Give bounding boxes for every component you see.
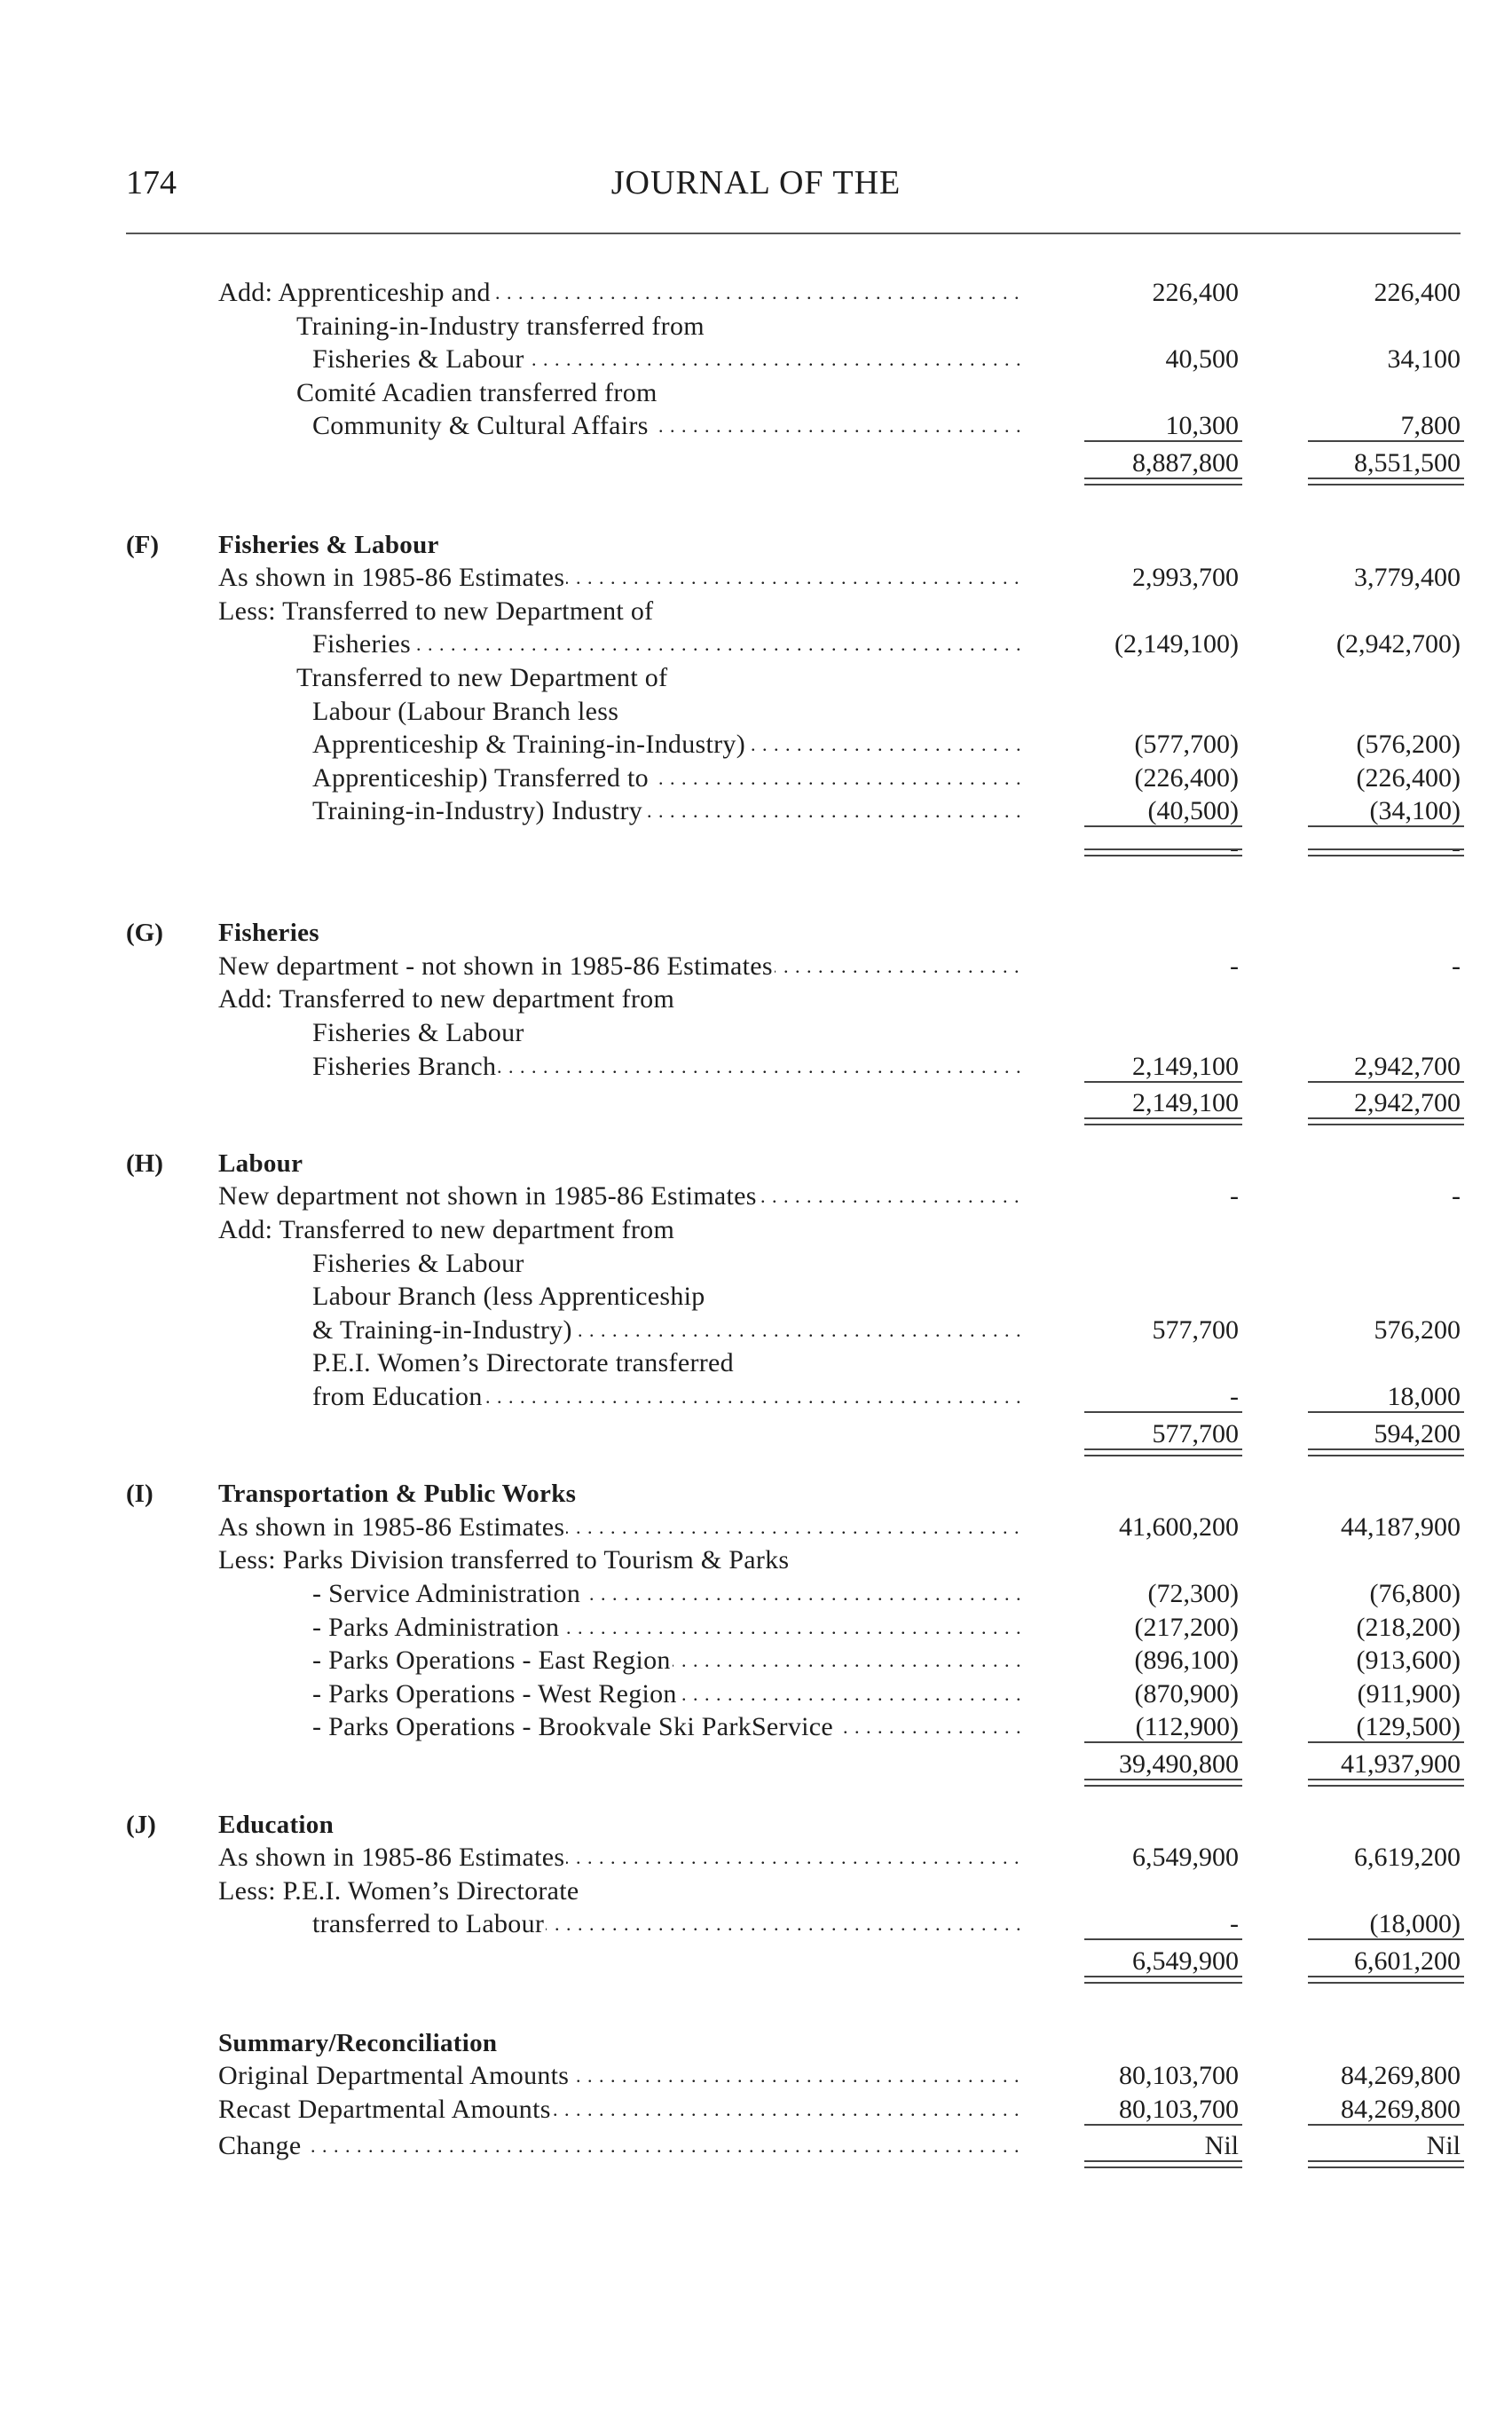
line-label: Transferred to new Department of [296,663,668,692]
amount-col-2: 226,400 [1374,278,1461,307]
line-text [312,793,1020,829]
line-label: Recast Departmental Amounts [218,2094,551,2124]
line-label: Fisheries & Labour [312,1018,524,1047]
line-text [312,1313,1020,1348]
underline-double [1084,477,1242,479]
line-label: - Parks Operations - Brookvale Ski ParkService [312,1712,834,1742]
line-label: Apprenticeship & Training-in-Industry) [312,730,746,760]
amount-col-2: (911,900) [1357,1678,1461,1709]
line-label: Fisheries & Labour [312,344,524,375]
amount-col-1: 41,600,200 [1119,1511,1239,1542]
line-label: Add: Transferred to new department from [218,1215,675,1244]
amount-col-1: - [1230,1382,1239,1411]
underline-double [1084,2160,1242,2162]
line-label: As shown in 1985-86 Estimates [218,1843,565,1873]
line-label: Fisheries Branch [312,1051,497,1081]
amount-col-2: 6,619,200 [1354,1843,1461,1873]
underline-double [1084,855,1242,856]
underline-single [1084,825,1242,827]
amount-col-1: 8,887,800 [1132,448,1239,477]
line-label: Community & Cultural Affairs [312,411,649,441]
underline-single [1308,1081,1464,1083]
line-text [312,1906,1020,1942]
line-label: transferred to Labour [312,1909,545,1939]
line-label: New department - not shown in 1985-86 Estimates [218,951,773,981]
amount-col-1: 40,500 [1165,344,1239,375]
amount-col-1: (577,700) [1134,730,1239,760]
line-label: Fisheries & Labour [218,530,439,559]
amount-col-2: - [1452,951,1461,981]
amount-col-2: (34,100) [1369,796,1461,826]
amount-col-2: 41,937,900 [1341,1749,1461,1779]
amount-col-1: (112,900) [1135,1712,1239,1742]
underline-double [1308,2160,1464,2162]
amount-col-2: 84,269,800 [1341,2094,1461,2124]
amount-col-1: 2,149,100 [1132,1051,1239,1081]
amount-col-2: - [1452,833,1461,863]
underline-single [1308,1741,1464,1743]
underline-single [1308,440,1464,442]
line-label: - Service Administration [312,1579,581,1608]
underline-double [1084,1785,1242,1787]
line-label: As shown in 1985-86 Estimates [218,563,565,593]
amount-col-2: Nil [1426,2131,1461,2161]
amount-col-1: - [1230,951,1239,981]
underline-single [1308,2124,1464,2126]
amount-col-1: (72,300) [1147,1579,1239,1608]
amount-col-1: (40,500) [1147,796,1239,826]
line-label: - Parks Administration [312,1612,560,1642]
line-text [218,1840,1020,1875]
line-text [312,694,1020,730]
amount-col-2: (218,200) [1356,1612,1461,1642]
line-text [312,1677,1020,1712]
line-label: Training-in-Industry) Industry [312,796,643,826]
amount-col-1: 577,700 [1152,1418,1239,1448]
section-label: (I) [126,1480,154,1509]
page-number: 174 [126,164,177,201]
underline-double [1084,484,1242,485]
line-text [296,309,1020,344]
underline-double [1308,855,1464,856]
line-text [296,375,1020,411]
line-label: & Training-in-Industry) [312,1314,572,1345]
amount-col-1: 6,549,900 [1132,1946,1239,1976]
heading-text [218,1476,1020,1511]
section-label: (G) [126,919,163,948]
line-label: As shown in 1985-86 Estimates [218,1511,565,1542]
underline-double [1308,1982,1464,1984]
underline-double [1308,1448,1464,1450]
line-label: Add: Apprenticeship and [218,278,491,307]
line-text [218,1212,1020,1248]
line-label: Fisheries & Labour [312,1248,524,1278]
underline-double [1308,1124,1464,1125]
amount-col-1: (870,900) [1134,1678,1239,1709]
line-label: Less: Transferred to new Department of [218,596,654,626]
amount-col-2: 34,100 [1387,344,1461,375]
amount-col-2: (2,942,700) [1336,629,1461,659]
line-text [312,727,1020,762]
amount-col-2: 2,942,700 [1354,1088,1461,1118]
line-text [312,1015,1020,1051]
underline-double [1308,1976,1464,1977]
amount-col-2: 3,779,400 [1354,563,1461,593]
amount-col-2: 44,187,900 [1341,1511,1461,1542]
underline-double [1084,848,1242,850]
underline-single [1084,2124,1242,2126]
underline-double [1084,1976,1242,1977]
line-label: - Parks Operations - East Region [312,1646,671,1676]
underline-double [1308,1455,1464,1456]
line-text [312,1709,1020,1745]
underline-double [1084,1124,1242,1125]
amount-col-2: (129,500) [1356,1712,1461,1742]
line-label: P.E.I. Women’s Directorate transferred [312,1348,734,1378]
amount-col-1: 226,400 [1152,278,1239,307]
amount-col-1: (896,100) [1134,1646,1239,1676]
amount-col-2: 8,551,500 [1354,448,1461,477]
line-text [312,342,1020,377]
line-label: Education [218,1810,335,1839]
line-text [218,2128,1020,2164]
line-text [218,1510,1020,1545]
line-label: Transportation & Public Works [218,1480,577,1509]
line-text [312,408,1020,444]
underline-double [1084,1779,1242,1780]
underline-double [1308,848,1464,850]
amount-col-2: 18,000 [1387,1382,1461,1411]
amount-col-2: 6,601,200 [1354,1946,1461,1976]
line-label: Labour [218,1148,303,1178]
amount-col-1: 80,103,700 [1119,2061,1239,2091]
line-text [312,1246,1020,1282]
amount-col-2: 84,269,800 [1341,2061,1461,2091]
line-text [218,982,1020,1017]
line-text [296,660,1020,696]
amount-col-2: (18,000) [1369,1909,1461,1939]
heading-text [218,915,1020,951]
underline-single [1308,1938,1464,1940]
amount-col-1: - [1230,1181,1239,1212]
amount-col-1: 10,300 [1165,411,1239,441]
line-text [312,1643,1020,1678]
underline-double [1084,1455,1242,1456]
line-text [312,1379,1020,1415]
underline-double [1084,1448,1242,1450]
amount-col-1: 80,103,700 [1119,2094,1239,2124]
underline-single [1084,1741,1242,1743]
line-text [218,949,1020,984]
line-label: Less: P.E.I. Women’s Directorate [218,1875,579,1906]
line-text [312,1346,1020,1381]
underline-double [1308,1785,1464,1787]
line-label: Fisheries [218,919,319,948]
amount-col-1: 39,490,800 [1119,1749,1239,1779]
line-text [218,275,1020,311]
underline-single [1084,440,1242,442]
underline-single [1308,825,1464,827]
line-text [218,1179,1020,1214]
underline-double [1308,1779,1464,1780]
heading-text [218,2025,1020,2061]
line-text [218,2058,1020,2094]
amount-col-1: (226,400) [1134,762,1239,793]
amount-col-1: Nil [1204,2131,1239,2161]
line-label: Summary/Reconciliation [218,2028,498,2057]
line-label: Original Departmental Amounts [218,2061,570,2091]
line-text [312,627,1020,662]
underline-double [1308,2166,1464,2168]
amount-col-1: 6,549,900 [1132,1843,1239,1873]
heading-text [218,1146,1020,1181]
section-label: (H) [126,1148,163,1178]
amount-col-2: (76,800) [1369,1579,1461,1608]
amount-col-1: - [1230,1909,1239,1939]
line-text [218,1543,1020,1578]
amount-col-2: 2,942,700 [1354,1051,1461,1081]
amount-col-1: (217,200) [1134,1612,1239,1642]
line-text [218,1874,1020,1909]
line-label: Comité Acadien transferred from [296,377,658,407]
line-label: Add: Transferred to new department from [218,984,675,1014]
underline-double [1308,1117,1464,1119]
amount-col-2: 7,800 [1400,411,1461,441]
underline-single [1084,1081,1242,1083]
line-text [312,1049,1020,1085]
amount-col-1: - [1230,833,1239,863]
underline-double [1308,477,1464,479]
line-label: Less: Parks Division transferred to Tourism & Parks [218,1545,790,1575]
amount-col-2: 576,200 [1374,1314,1461,1345]
line-text [312,1610,1020,1646]
line-text [312,1279,1020,1314]
amount-col-1: (2,149,100) [1114,629,1239,659]
line-label: from Education [312,1382,483,1411]
section-label: (F) [126,530,160,559]
line-label: Training-in-Industry transferred from [296,311,705,341]
heading-text [218,1807,1020,1843]
amount-col-1: 577,700 [1152,1314,1239,1345]
amount-col-2: (576,200) [1356,730,1461,760]
line-text [312,1576,1020,1612]
line-text [312,761,1020,796]
running-head: JOURNAL OF THE [610,164,902,201]
underline-single [1308,1411,1464,1413]
line-label: Fisheries [312,629,412,659]
amount-col-1: 2,993,700 [1132,563,1239,593]
amount-col-1: 2,149,100 [1132,1088,1239,1118]
heading-text [218,527,1020,563]
line-text [218,560,1020,596]
underline-double [1084,1117,1242,1119]
section-label: (J) [126,1810,156,1839]
underline-single [1084,1411,1242,1413]
amount-col-2: (226,400) [1356,762,1461,793]
underline-double [1084,2166,1242,2168]
amount-col-2: - [1452,1181,1461,1212]
underline-single [1084,1938,1242,1940]
line-label: Apprenticeship) Transferred to [312,762,649,793]
line-text [218,594,1020,629]
line-label: Labour Branch (less Apprenticeship [312,1282,705,1312]
line-label: Change [218,2131,302,2161]
amount-col-2: (913,600) [1356,1646,1461,1676]
amount-col-2: 594,200 [1374,1418,1461,1448]
underline-double [1308,484,1464,485]
line-label: Labour (Labour Branch less [312,696,619,726]
line-text [218,2092,1020,2127]
underline-double [1084,1982,1242,1984]
line-label: New department not shown in 1985-86 Estimates [218,1181,757,1212]
line-label: - Parks Operations - West Region [312,1678,677,1709]
